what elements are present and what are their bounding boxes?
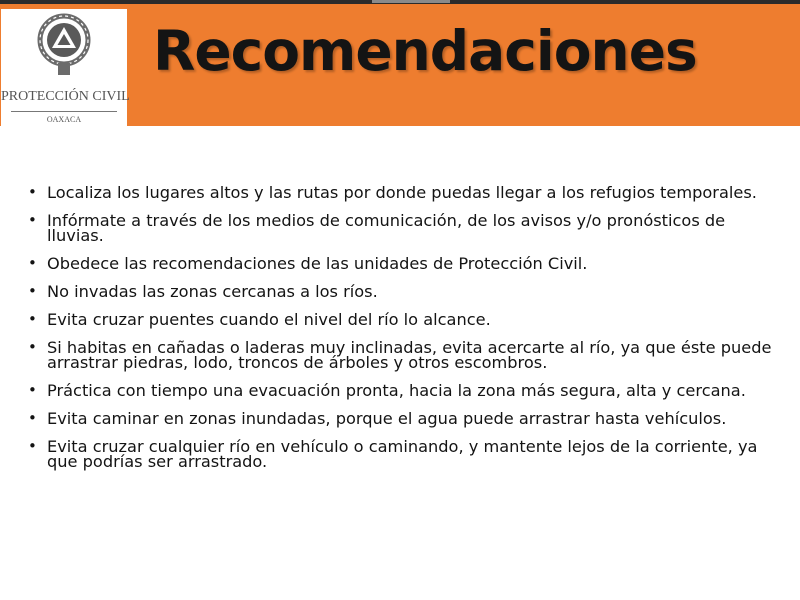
list-item-text: Evita cruzar cualquier río en vehículo o caminando, y mantente lejos de la corriente, ya que podrías ser arrastrado. bbox=[47, 437, 758, 471]
list-item bbox=[24, 411, 784, 426]
bullet-icon: • bbox=[28, 310, 37, 328]
bullet-icon: • bbox=[28, 338, 37, 356]
list-item-text: Infórmate a través de los medios de comunicación, de los avisos y/o pronósticos de lluvias. bbox=[47, 211, 726, 245]
recommendations-list bbox=[24, 185, 784, 482]
window-tab-indicator bbox=[372, 0, 450, 3]
list-item-text: Evita caminar en zonas inundadas, porque el agua puede arrastrar hasta vehículos. bbox=[47, 409, 727, 428]
list-item bbox=[24, 256, 784, 271]
slide-header bbox=[0, 4, 800, 126]
list-item-text: Localiza los lugares altos y las rutas por donde puedas llegar a los refugios temporales. bbox=[47, 183, 757, 202]
list-item bbox=[24, 340, 784, 370]
bullet-icon: • bbox=[28, 183, 37, 201]
list-item bbox=[24, 213, 784, 243]
list-item-text: No invadas las zonas cercanas a los ríos. bbox=[47, 282, 378, 301]
slide-title: Recomendaciones bbox=[153, 19, 697, 83]
list-item bbox=[24, 185, 784, 200]
list-item-text: Práctica con tiempo una evacuación pronta, hacia la zona más segura, alta y cercana. bbox=[47, 381, 746, 400]
proteccion-civil-emblem-icon bbox=[37, 13, 91, 77]
bullet-icon: • bbox=[28, 254, 37, 272]
list-item bbox=[24, 383, 784, 398]
logo-text-oaxaca: OAXACA bbox=[46, 115, 82, 124]
list-item-text: Si habitas en cañadas o laderas muy inclinadas, evita acercarte al río, ya que éste puede arrastrar piedras, lodo, troncos de árboles y otros escombros. bbox=[47, 338, 772, 372]
bullet-icon: • bbox=[28, 437, 37, 455]
bullet-icon: • bbox=[28, 381, 37, 399]
bullet-icon: • bbox=[28, 409, 37, 427]
list-item-text: Obedece las recomendaciones de las unidades de Protección Civil. bbox=[47, 254, 588, 273]
logo-divider bbox=[11, 111, 117, 112]
logo-text-proteccion-civil: PROTECCIÓN CIVIL bbox=[1, 89, 130, 104]
logo bbox=[1, 9, 130, 128]
bullet-icon: • bbox=[28, 282, 37, 300]
list-item bbox=[24, 439, 784, 469]
list-item bbox=[24, 312, 784, 327]
list-item bbox=[24, 284, 784, 299]
bullet-icon: • bbox=[28, 211, 37, 229]
list-item-text: Evita cruzar puentes cuando el nivel del río lo alcance. bbox=[47, 310, 491, 329]
